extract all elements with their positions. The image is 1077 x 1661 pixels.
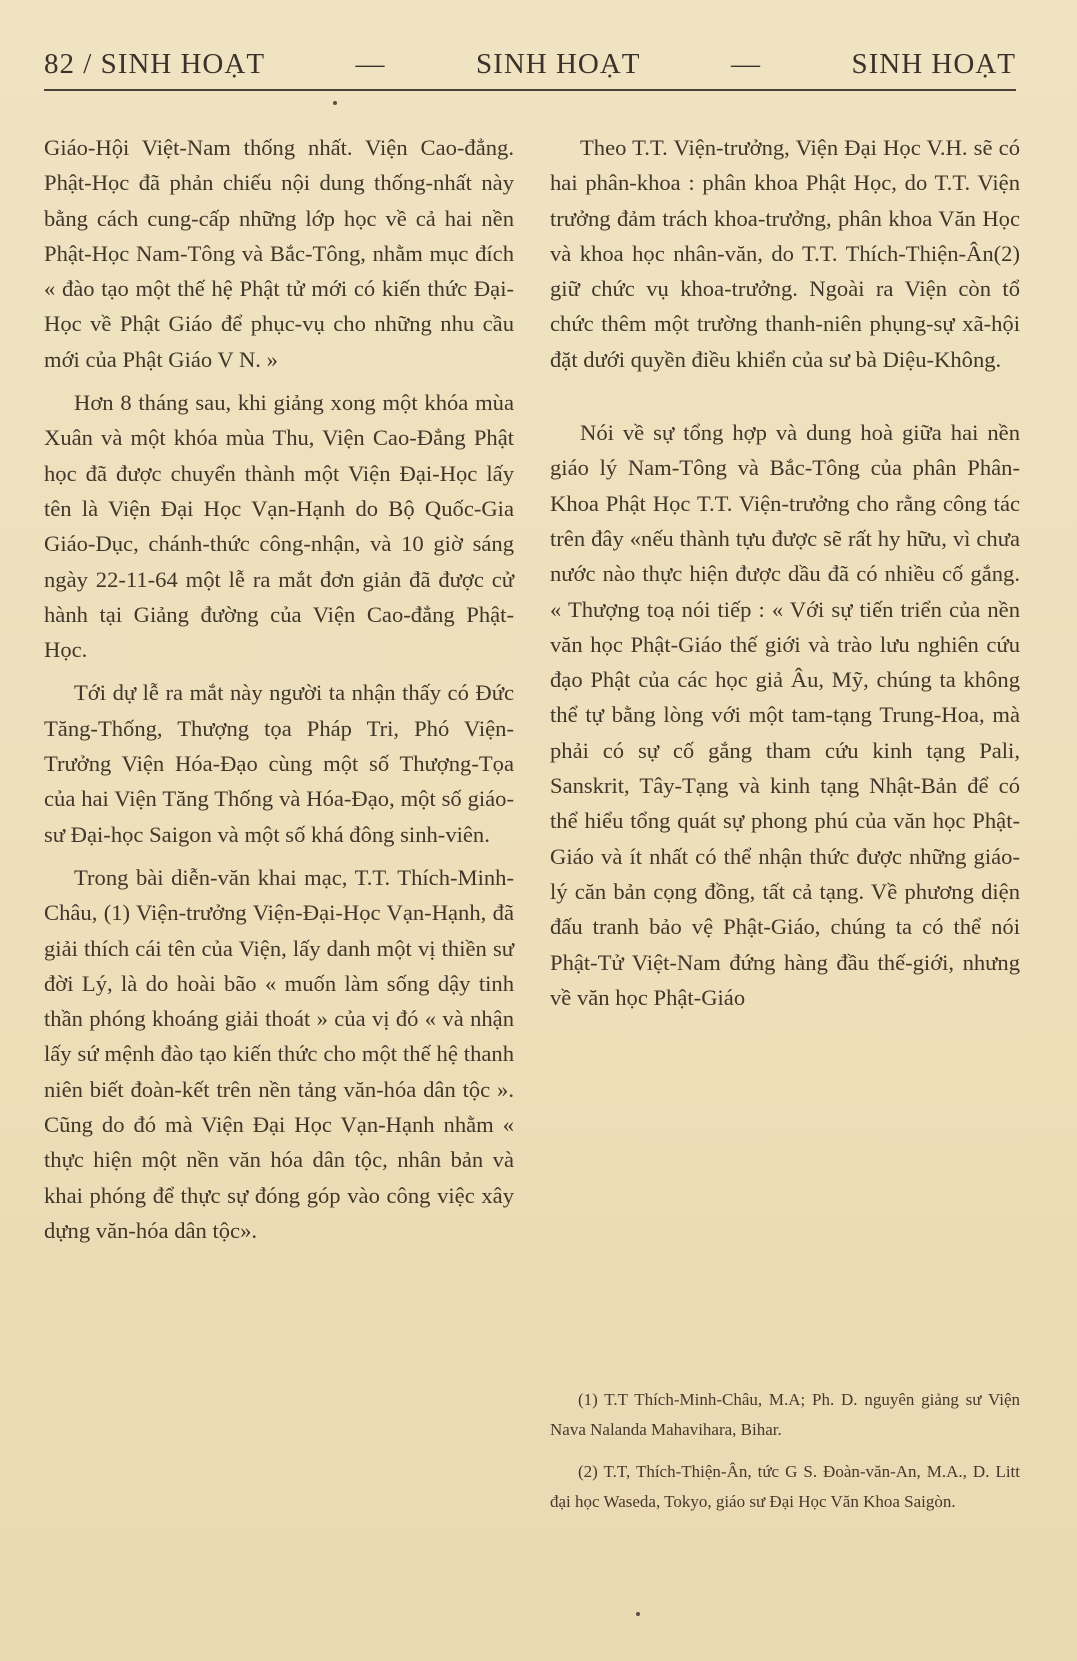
header-rule (44, 89, 1016, 91)
header-dash-2: — (731, 48, 761, 80)
paragraph: Hơn 8 tháng sau, khi giảng xong một khóa mùa Xuân và một khóa mùa Thu, Viện Cao-Đẳng Phật học đã được chuyển thành một Viện Đại-Học lấy tên là Viện Đại Học Vạn-Hạnh do Bộ Quốc-Gia Giáo-Dục, chánh-thức công-nhận, và 10 giờ sáng ngày 22-11-64 một lễ ra mắt đơn giản đã được cử hành tại Giảng đường của Viện Cao-đẳng Phật-Học. (44, 390, 514, 663)
paragraph: Theo T.T. Viện-trưởng, Viện Đại Học V.H. sẽ có hai phân-khoa : phân khoa Phật Học, do T.T. Viện trưởng đảm trách khoa-trưởng, phân khoa Văn Học và khoa học nhân-văn, do T.T. Thích-Thiện-Ân(2) giữ chức vụ khoa-trưởng. Ngoài ra Viện còn tổ chức thêm một trường thanh-niên phụng-sự xã-hội đặt dưới quyền điều khiển của sư bà Diệu-Không. (550, 135, 1020, 372)
print-speck (333, 101, 337, 105)
paragraph: Giáo-Hội Việt-Nam thống nhất. Viện Cao-đẳng. Phật-Học đã phản chiếu nội dung thống-nhất này bằng cách cung-cấp những lớp học về cả hai nền Phật-Học Nam-Tông và Bắc-Tông, nhằm mục đích « đào tạo một thế hệ Phật tử mới có kiến thức Đại-Học về Phật Giáo để phục-vụ cho những nhu cầu mới của Phật Giáo V N. » (44, 135, 514, 372)
running-title-2: SINH HOẠT (476, 48, 641, 80)
page-number: 82 (44, 48, 75, 80)
running-header (44, 48, 1016, 88)
running-title-1: SINH HOẠT (100, 48, 266, 80)
page-number-group (44, 48, 265, 81)
header-slash: / (83, 48, 93, 80)
footnotes (550, 1385, 1020, 1529)
header-dash-1: — (355, 48, 386, 80)
print-speck (636, 1612, 640, 1616)
running-title-3: SINH HOẠT (851, 48, 1016, 80)
paragraph: Trong bài diễn-văn khai mạc, T.T. Thích-Minh-Châu, (1) Viện-trưởng Viện-Đại-Học Vạn-Hạnh, đã giải thích cái tên của Viện, lấy danh một vị thiền sư đời Lý, là do hoài bão « muốn làm sống dậy tinh thần phóng khoáng giải thoát » của vị đó « và nhận lấy sứ mệnh đào tạo kiến thức cho một thế hệ thanh niên biết đoàn-kết trên nền tảng văn-hóa dân tộc ». Cũng do đó mà Viện Đại Học Vạn-Hạnh nhằm « thực hiện một nền văn hóa dân tộc, nhân bản và khai phóng để thực sự đóng góp vào công việc xây dựng văn-hóa dân tộc». (44, 864, 514, 1243)
paragraph: Nói về sự tổng hợp và dung hoà giữa hai nền giáo lý Nam-Tông và Bắc-Tông của phân Phân-Khoa Phật Học T.T. Viện-trưởng cho rằng công tác trên đây «nếu thành tựu được sẽ rất hy hữu, vì chưa nước nào thực hiện được dầu đã có nhiều cố gắng. « Thượng toạ nói tiếp : « Với sự tiến triển của nền văn học Phật-Giáo thế giới và trào lưu nghiên cứu đạo Phật của các học giả Âu, Mỹ, chúng ta không thể tự bằng lòng với một tam-tạng Trung-Hoa, mà phải có sự cố gắng tham cứu kinh tạng Pali, Sanskrit, Tây-Tạng và kinh tạng Nhật-Bản để có thể hiểu tổng quát sự phong phú của văn học Phật-Giáo và ít nhất có thể nhận thức được những giáo-lý căn bản cọng đồng, tất cả tạng. Về phương diện đấu tranh bảo vệ Phật-Giáo, chúng ta có thể nói Phật-Tử Việt-Nam đứng hàng đầu thế-giới, nhưng về văn học Phật-Giáo (550, 420, 1020, 1010)
footnote: (1) T.T Thích-Minh-Châu, M.A; Ph. D. nguyên giảng sư Viện Nava Nalanda Mahavihara, Bihar. (550, 1390, 1020, 1439)
right-column (550, 130, 1020, 1015)
paragraph: Tới dự lễ ra mắt này người ta nhận thấy có Đức Tăng-Thống, Thượng tọa Pháp Tri, Phó Viện-Trưởng Viện Hóa-Đạo cùng một số Thượng-Tọa của hai Viện Tăng Thống và Hóa-Đạo, một số giáo-sư Đại-học Saigon và một số khá đông sinh-viên. (44, 680, 514, 847)
footnote: (2) T.T, Thích-Thiện-Ân, tức G S. Đoàn-văn-An, M.A., D. Litt đại học Waseda, Tokyo, giáo sư Đại Học Văn Khoa Saigòn. (550, 1462, 1020, 1511)
left-column (44, 130, 514, 1248)
